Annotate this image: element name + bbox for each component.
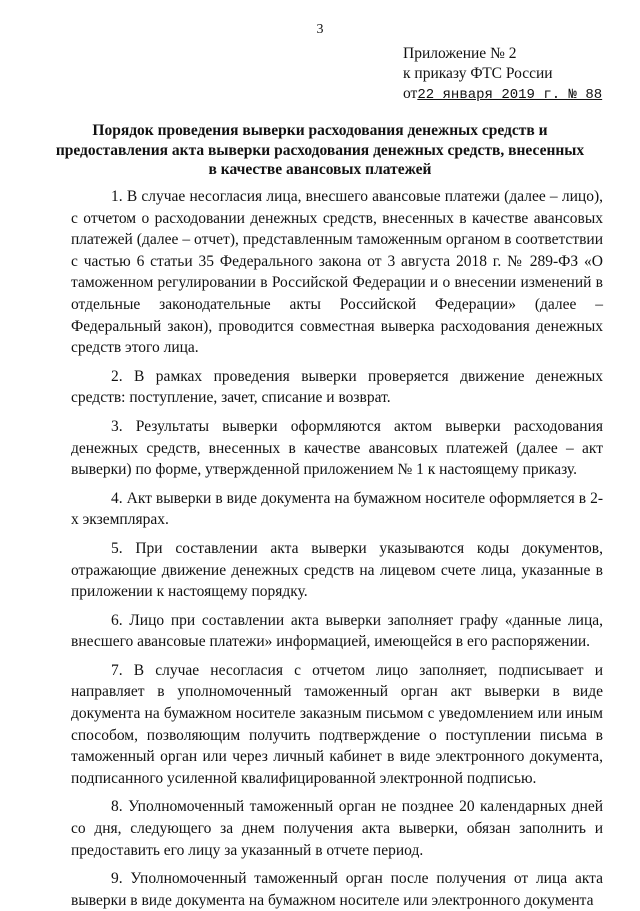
appendix-date-line [403, 84, 602, 105]
document-title [40, 121, 600, 180]
paragraph-6: 6. Лицо при составлении акта выверки заполняет графу «данные лица, внесшего авансовые платежи» информацией, имеющейся в его распоряжении. [71, 611, 603, 651]
document-body [71, 186, 603, 911]
paragraph-3: 3. Результаты выверки оформляются актом выверки расходования денежных средств, внесенных в качестве авансовых платежей (далее – акт выверки) по форме, утвержденной приложением № 1 к настоящему приказу. [71, 417, 603, 479]
appendix-header [403, 44, 602, 105]
paragraph-7: 7. В случае несогласия с отчетом лицо заполняет, подписывает и направляет в уполномоченный таможенный орган акт выверки в виде документа на бумажном носителе заказным письмом с уведомлением или иным способом, позволяющим получить подтверждение о поступлении письма в таможенный орган или через личный кабинет в виде электронного документа, подписанного усиленной квалифицированной электронной подписью. [71, 661, 603, 787]
paragraph-2: 2. В рамках проведения выверки проверяется движение денежных средств: поступление, зачет, списание и возврат. [71, 367, 603, 407]
title-line-3: в качестве авансовых платежей [208, 161, 432, 178]
appendix-title: Приложение № 2 [403, 45, 517, 62]
appendix-order-ref: к приказу ФТС России [403, 65, 553, 82]
paragraph-4: 4. Акт выверки в виде документа на бумажном носителе оформляется в 2-х экземплярах. [71, 489, 603, 529]
paragraph-9: 9. Уполномоченный таможенный орган после получения от лица акта выверки в виде документа на бумажном носителе или электронного документа [71, 870, 603, 909]
page-number: 3 [316, 22, 324, 37]
paragraph-5: 5. При составлении акта выверки указываются коды документов, отражающие движение денежных средств на лицевом счете лица, указанные в приложении к настоящему порядку. [71, 539, 603, 601]
appendix-date-stamp: 22 января 2019 г. № 88 [417, 87, 603, 103]
paragraph-8: 8. Уполномоченный таможенный орган не позднее 20 календарных дней со дня, следующего за днем получения акта выверки, обязан заполнить и предоставить его лицу за указанный в отчете период. [71, 798, 603, 859]
appendix-date-prefix: от [403, 85, 418, 102]
title-line-1: Порядок проведения выверки расходования денежных средств и [92, 122, 548, 139]
paragraph-1: 1. В случае несогласия лица, внесшего авансовые платежи (далее – лицо), с отчетом о расходовании денежных средств, внесенных в качестве авансовых платежей (далее – отчет), представленным таможенным органом в соответствии с частью 6 статьи 35 Федерального закона от 3 августа 2018 г. № 289-ФЗ «О таможенном регулировании в Российской Федерации и о внесении изменений в отдельные законодательные акты Российской Федерации» (далее – Федеральный закон), проводится совместная выверка расходования денежных средств этого лица. [71, 188, 603, 357]
title-line-2: предоставления акта выверки расходования денежных средств, внесенных [55, 141, 585, 159]
